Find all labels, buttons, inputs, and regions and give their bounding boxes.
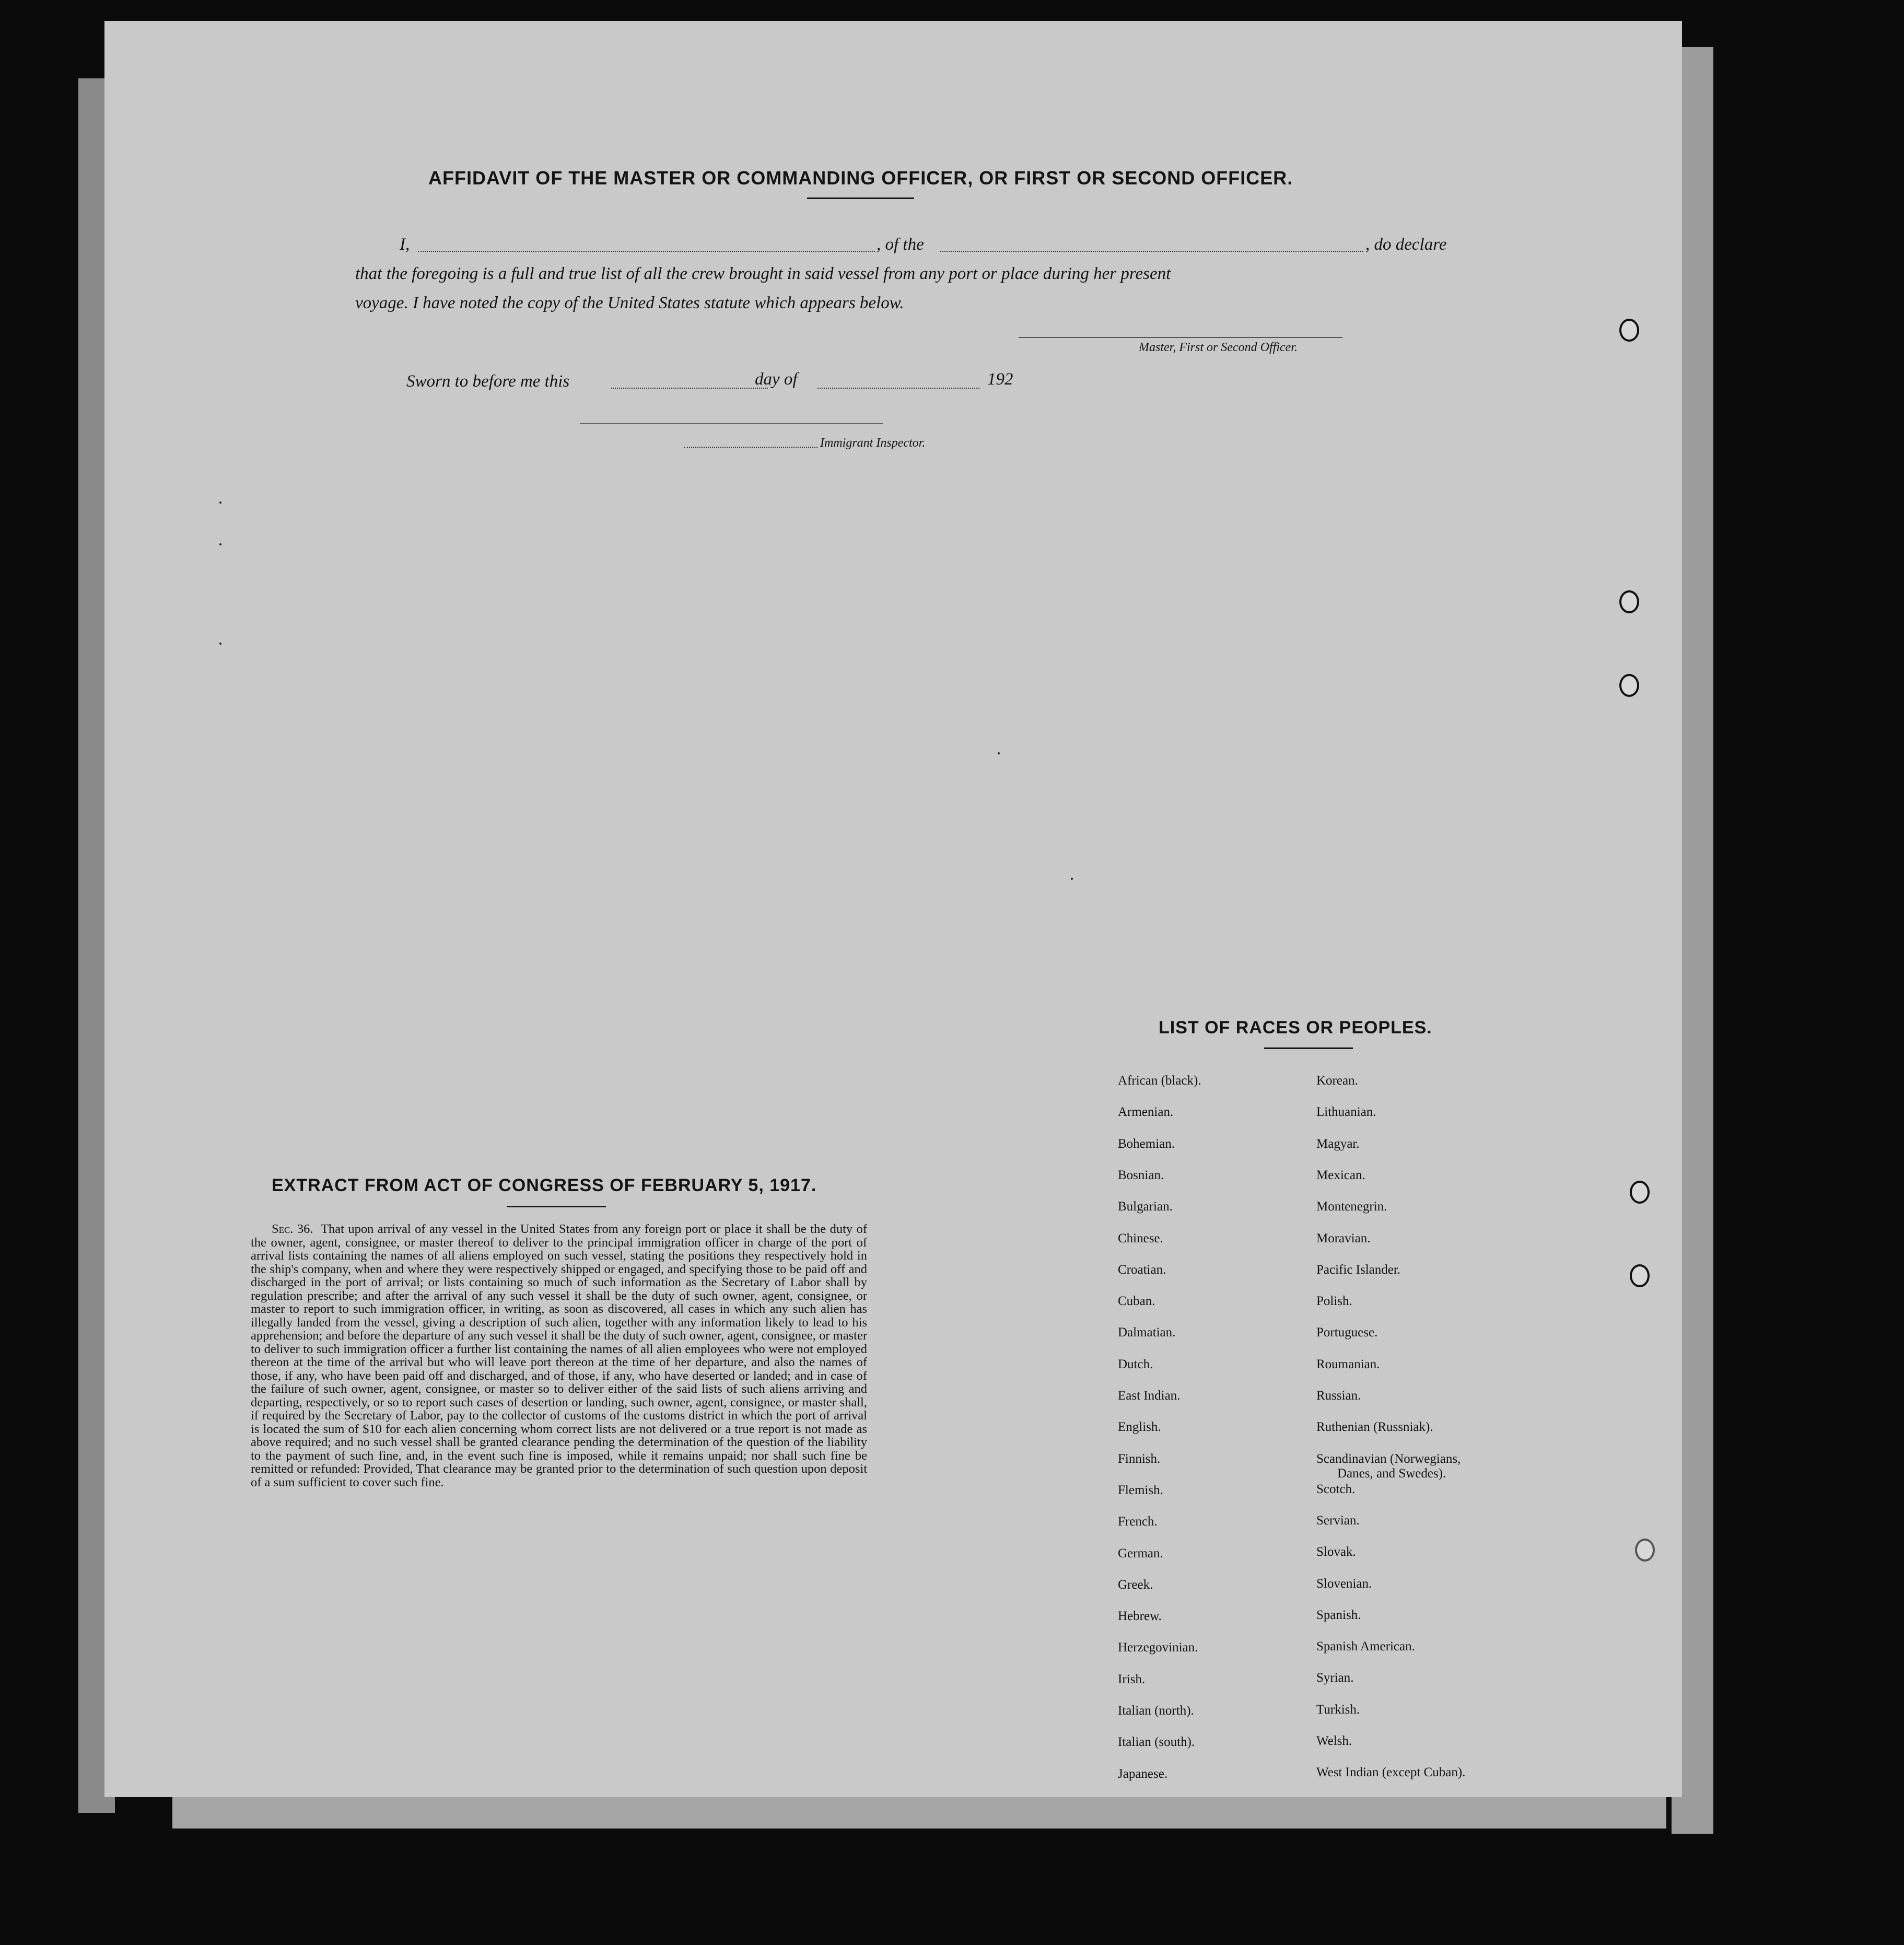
race-item: German. [1118,1546,1163,1560]
sworn-month-line [817,388,979,389]
race-item: Dalmatian. [1118,1325,1176,1340]
punch-hole [1630,1264,1650,1287]
race-item: Scandinavian (Norwegians, [1316,1451,1461,1466]
race-item: Portuguese. [1316,1325,1378,1340]
inspector-label: Immigrant Inspector. [820,436,926,450]
stray-mark [219,502,221,504]
race-item: West Indian (except Cuban). [1316,1765,1466,1780]
sworn-label: Sworn to before me this [406,372,570,391]
section-body: That upon arrival of any vessel in the United States from any foreign port or place it shall be the duty of the owner, agent, consignee, or master thereof to deliver to the principal immigration officer in charge of the port of arrival lists containing the names of all aliens employed on such vessel, stating the positions they respectively hold in the ship's company, when and where they were respectively shipped or engaged, and specifying those to be paid off and discharged in the port of arrival; or lists containing so much of such information as the Secretary of Labor shall by regulation prescribe; and after the arrival of any such vessel it shall be the duty of such owner, agent, consignee, or master to report to such immigration officer, in writing, as soon as discovered, all cases in which any such alien has illegally landed from the vessel, giving a description of such alien, together with any information likely to lead to his apprehension; and before the departure of any such vessel it shall be the duty of such owner, agent, consignee, or master to deliver to such immigration officer a further list containing the names of all alien employees who were not employed thereon at the time of the arrival but who will leave port thereon at the time of her departure, and also the names of those, if any, who have been paid off and discharged, and of those, if any, who have deserted or landed; and in case of the failure of such owner, agent, consignee, or master so to deliver either of the said lists of such aliens arriving and departing, respectively, or so to report such cases of desertion or landing, such owner, agent, consignee, or master shall, if required by the Secretary of Labor, pay to the collector of customs of the customs district in which the port of arrival is located the sum of $10 for each alien concerning whom correct lists are not delivered or a true report is not made as above required; and no such vessel shall be granted clearance pending the determination of the question of the liability to the payment of such fine, and, in the event such fine is imposed, while it remains unpaid; nor shall such fine be remitted or refunded: Provided, That clearance may be granted prior to the determination of such question upon deposit of a sum sufficient to cover such fine. [251,1222,868,1489]
name-blank-line [418,251,875,252]
punch-hole [1619,590,1639,613]
race-item: Montenegrin. [1316,1199,1387,1214]
race-item: Servian. [1316,1513,1360,1528]
affidavit-of-the-label: , of the [877,235,924,254]
race-item: Hebrew. [1118,1609,1162,1624]
race-item: Turkish. [1316,1702,1360,1717]
race-item: Spanish. [1316,1608,1361,1622]
race-item: Dutch. [1118,1357,1153,1371]
master-signature-line [1019,337,1342,338]
punch-hole [1635,1539,1655,1562]
inspector-signature-line [580,423,883,424]
manifest-page [104,21,1682,1797]
affidavit-i-label: I, [400,235,410,254]
race-item: African (black). [1118,1074,1201,1088]
race-item: Bohemian. [1118,1136,1175,1151]
affidavit-title-rule [807,197,914,199]
year-prefix: 192 [987,370,1013,389]
race-item: Korean. [1316,1074,1358,1088]
race-item: Polish. [1316,1294,1352,1309]
race-item: Ruthenian (Russniak). [1316,1420,1433,1435]
stray-mark [998,752,1000,754]
race-item: Moravian. [1316,1231,1371,1245]
race-item: Syrian. [1316,1671,1354,1685]
race-item: Armenian. [1118,1105,1174,1120]
stray-mark [219,543,221,545]
race-item: Irish. [1118,1672,1146,1686]
race-item: Greek. [1118,1577,1153,1592]
race-item: English. [1118,1420,1161,1435]
master-signature-label: Master, First or Second Officer. [1139,341,1298,354]
race-item: Welsh. [1316,1734,1352,1748]
race-item: Mexican. [1316,1168,1365,1182]
stray-mark [1071,878,1073,880]
race-item: Japanese. [1118,1766,1168,1781]
race-item: Spanish American. [1316,1639,1415,1654]
inspector-dotted-line [684,447,817,448]
race-item: East Indian. [1118,1389,1181,1403]
race-item: Danes, and Swedes). [1337,1466,1446,1481]
race-item: Italian (north). [1118,1704,1194,1718]
races-title-rule [1264,1047,1353,1049]
race-item: Flemish. [1118,1483,1163,1497]
race-item: Finnish. [1118,1451,1161,1466]
race-item: Bosnian. [1118,1168,1164,1182]
race-item: Lithuanian. [1316,1105,1376,1120]
affidavit-title: AFFIDAVIT OF THE MASTER OR COMMANDING OFFICER, OR FIRST OR SECOND OFFICER. [428,167,1293,189]
affidavit-line-3: voyage. I have noted the copy of the United States statute which appears below. [355,294,904,312]
race-item: Bulgarian. [1118,1199,1173,1214]
vessel-blank-line [940,251,1363,252]
race-item: Roumanian. [1316,1357,1380,1371]
race-item: Pacific Islander. [1316,1262,1401,1277]
punch-hole [1619,319,1639,342]
punch-hole [1619,674,1639,697]
race-item: Italian (south). [1118,1735,1195,1750]
race-item: Croatian. [1118,1262,1166,1277]
extract-title: EXTRACT FROM ACT OF CONGRESS OF FEBRUARY 5, 1917. [272,1175,817,1195]
races-title: LIST OF RACES OR PEOPLES. [1159,1018,1432,1038]
extract-title-rule [507,1206,606,1207]
race-item: Chinese. [1118,1231,1163,1245]
day-of-label: day of [755,370,798,389]
race-item: Russian. [1316,1389,1361,1403]
race-item: Scotch. [1316,1482,1356,1496]
affidavit-line-2: that the foregoing is a full and true list of all the crew brought in said vessel from any port or place during her present [355,264,1171,283]
sworn-day-line [611,388,768,389]
race-item: Slovenian. [1316,1576,1372,1591]
punch-hole [1630,1181,1650,1204]
race-item: Cuban. [1118,1294,1155,1309]
race-item: Slovak. [1316,1545,1356,1559]
race-item: Herzegovinian. [1118,1640,1198,1655]
section-label: Sec. 36. [272,1222,313,1236]
race-item: French. [1118,1515,1158,1529]
affidavit-do-declare-label: , do declare [1365,235,1447,254]
stray-mark [219,643,221,645]
race-item: Magyar. [1316,1136,1360,1151]
statute-text [251,1222,867,1489]
